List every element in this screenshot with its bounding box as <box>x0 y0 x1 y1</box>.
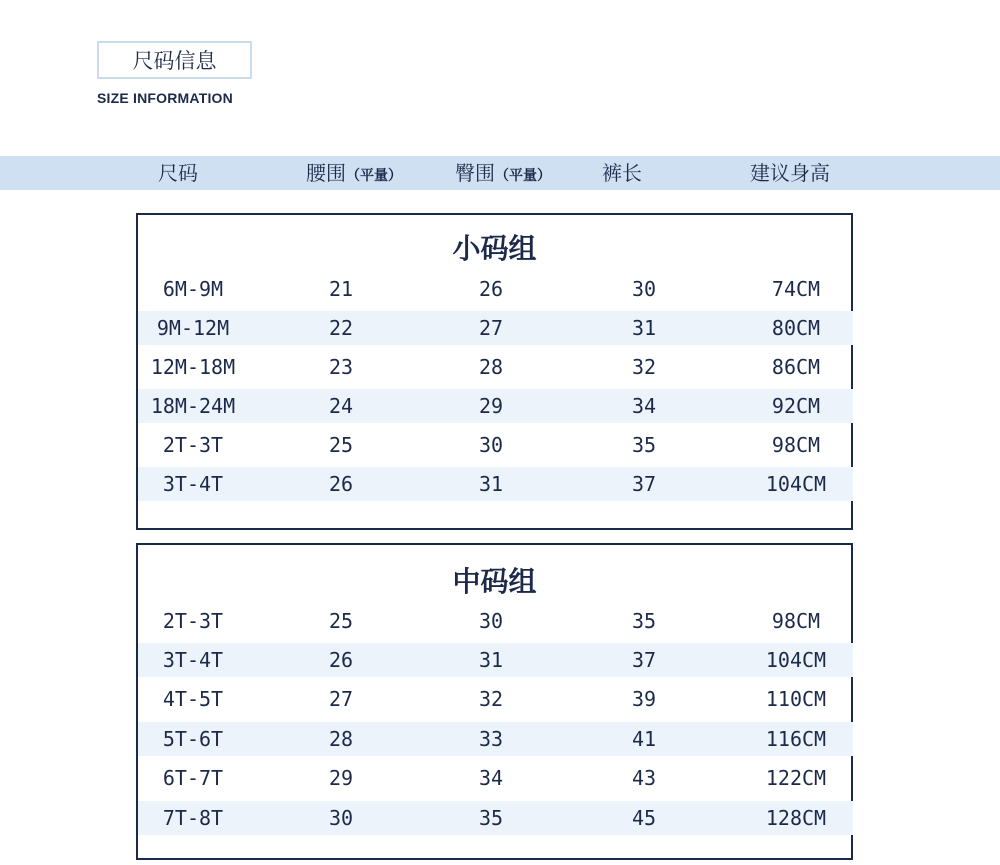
size-cell: 5T-6T <box>162 727 224 751</box>
length-cell: 32 <box>631 355 657 379</box>
table-row <box>138 604 853 638</box>
waist-cell: 23 <box>328 355 354 379</box>
size-group-small <box>136 213 853 530</box>
height-cell: 98CM <box>771 609 821 633</box>
waist-cell: 30 <box>328 806 354 830</box>
length-cell: 37 <box>631 648 657 672</box>
height-cell: 74CM <box>771 277 821 301</box>
group-title: 中码组 <box>452 565 537 598</box>
table-row <box>138 311 853 345</box>
hip-cell: 31 <box>478 472 504 496</box>
header-length: 裤长 <box>602 161 642 185</box>
size-cell: 9M-12M <box>156 316 230 340</box>
hip-cell: 32 <box>478 687 504 711</box>
height-cell: 86CM <box>771 355 821 379</box>
hip-cell: 30 <box>478 609 504 633</box>
hip-cell: 27 <box>478 316 504 340</box>
title-cn: 尺码信息 <box>132 49 217 73</box>
height-cell: 128CM <box>765 806 827 830</box>
size-cell: 12M-18M <box>150 355 236 379</box>
waist-cell: 27 <box>328 687 354 711</box>
hip-cell: 34 <box>478 766 504 790</box>
size-cell: 7T-8T <box>162 806 224 830</box>
table-row <box>138 389 853 423</box>
length-cell: 41 <box>631 727 657 751</box>
length-cell: 31 <box>631 316 657 340</box>
table-row <box>138 761 853 795</box>
header-size: 尺码 <box>158 161 198 185</box>
size-cell: 3T-4T <box>162 648 224 672</box>
length-cell: 34 <box>631 394 657 418</box>
length-cell: 37 <box>631 472 657 496</box>
length-cell: 30 <box>631 277 657 301</box>
table-row <box>138 722 853 756</box>
size-cell: 6T-7T <box>162 766 224 790</box>
waist-cell: 29 <box>328 766 354 790</box>
header-waist-note: （平量） <box>346 168 402 184</box>
size-cell: 4T-5T <box>162 687 224 711</box>
height-cell: 80CM <box>771 316 821 340</box>
hip-cell: 31 <box>478 648 504 672</box>
table-row <box>138 801 853 835</box>
size-cell: 6M-9M <box>162 277 224 301</box>
header-hip-label: 臀围 <box>455 161 495 185</box>
height-cell: 104CM <box>765 472 827 496</box>
hip-cell: 28 <box>478 355 504 379</box>
waist-cell: 25 <box>328 433 354 457</box>
table-row <box>138 467 853 501</box>
table-row <box>138 643 853 677</box>
waist-cell: 21 <box>328 277 354 301</box>
waist-cell: 28 <box>328 727 354 751</box>
size-cell: 18M-24M <box>150 394 236 418</box>
group-title: 小码组 <box>452 232 537 265</box>
table-row <box>138 682 853 716</box>
table-row <box>138 350 853 384</box>
length-cell: 39 <box>631 687 657 711</box>
hip-cell: 29 <box>478 394 504 418</box>
table-row <box>138 428 853 462</box>
length-cell: 35 <box>631 433 657 457</box>
header-hip-note: （平量） <box>495 168 551 184</box>
header-hip <box>455 156 551 190</box>
waist-cell: 26 <box>328 472 354 496</box>
height-cell: 104CM <box>765 648 827 672</box>
height-cell: 98CM <box>771 433 821 457</box>
length-cell: 35 <box>631 609 657 633</box>
hip-cell: 33 <box>478 727 504 751</box>
size-cell: 3T-4T <box>162 472 224 496</box>
waist-cell: 25 <box>328 609 354 633</box>
header-waist-label: 腰围 <box>306 161 346 185</box>
header-height: 建议身高 <box>750 161 830 185</box>
waist-cell: 26 <box>328 648 354 672</box>
size-cell: 2T-3T <box>162 433 224 457</box>
hip-cell: 26 <box>478 277 504 301</box>
title-en: SIZE INFORMATION <box>97 90 233 106</box>
table-row <box>138 272 853 306</box>
waist-cell: 22 <box>328 316 354 340</box>
height-cell: 92CM <box>771 394 821 418</box>
hip-cell: 30 <box>478 433 504 457</box>
waist-cell: 24 <box>328 394 354 418</box>
height-cell: 110CM <box>765 687 827 711</box>
header-waist <box>306 156 402 190</box>
title-box <box>97 41 252 79</box>
height-cell: 122CM <box>765 766 827 790</box>
size-header-bar <box>0 156 1000 190</box>
size-cell: 2T-3T <box>162 609 224 633</box>
length-cell: 43 <box>631 766 657 790</box>
length-cell: 45 <box>631 806 657 830</box>
hip-cell: 35 <box>478 806 504 830</box>
size-group-medium <box>136 543 853 860</box>
height-cell: 116CM <box>765 727 827 751</box>
